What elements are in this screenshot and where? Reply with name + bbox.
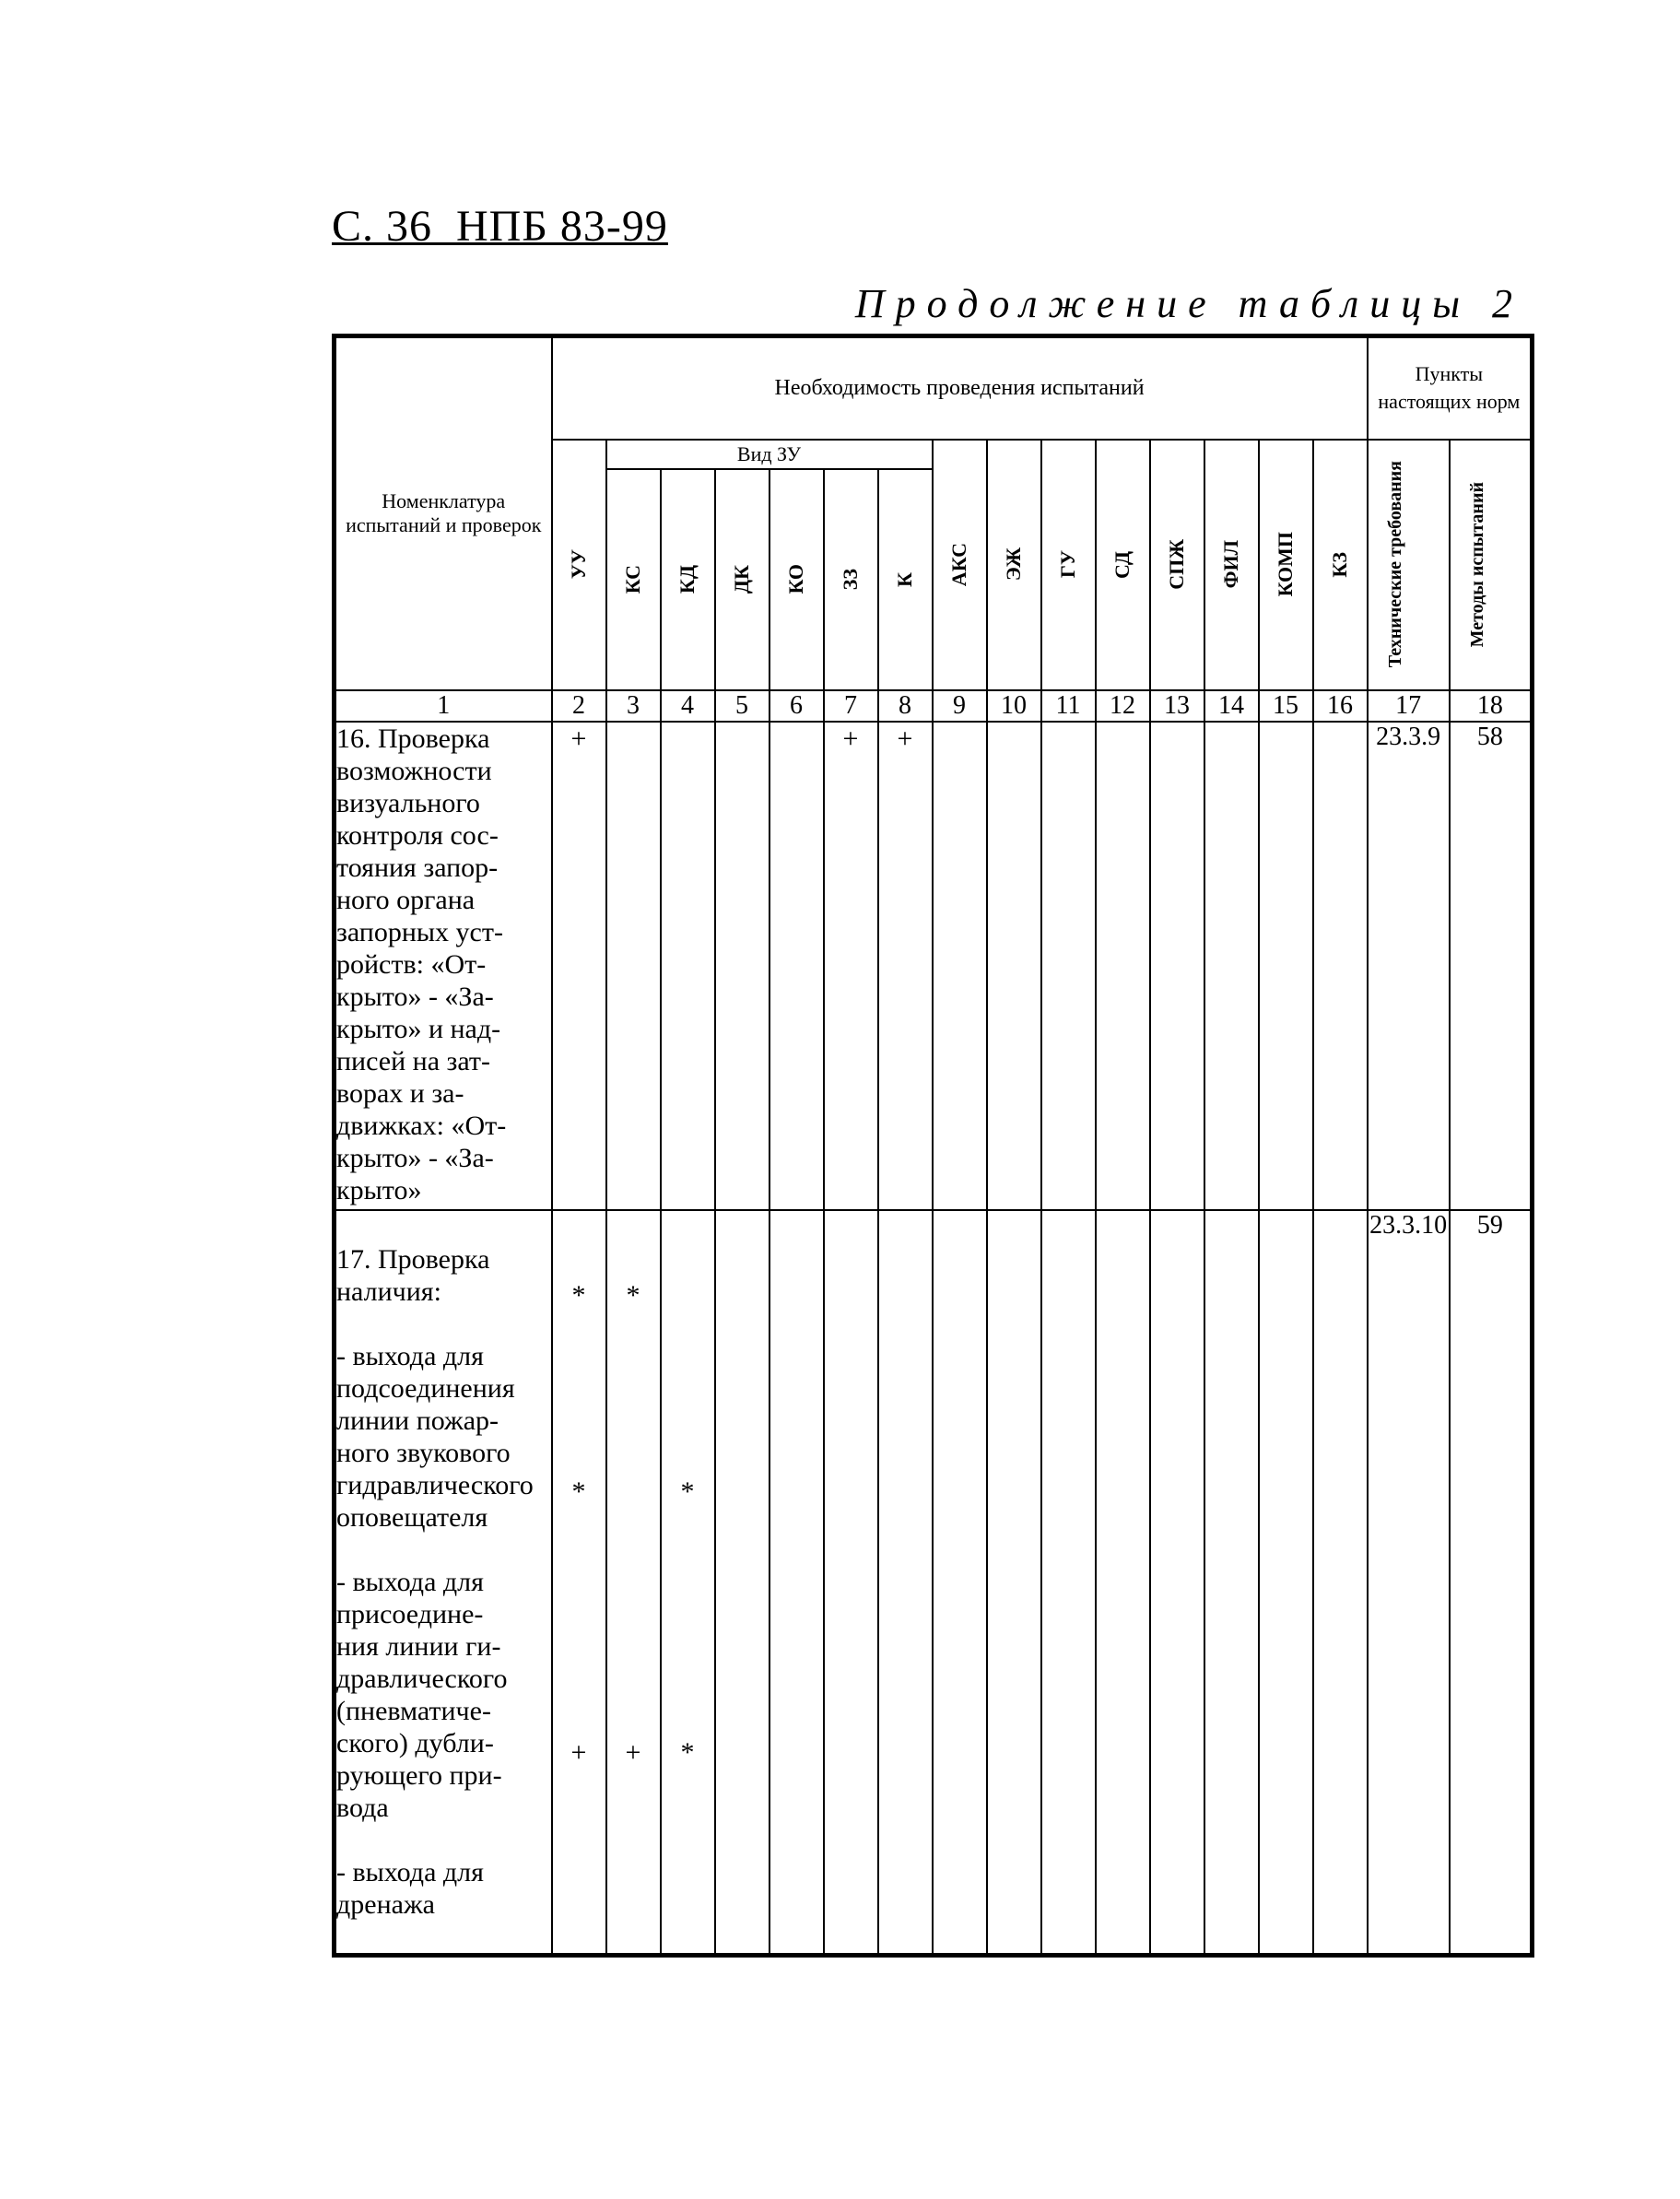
header-col-dk	[715, 469, 770, 690]
header-col-kd	[661, 469, 715, 690]
header-col-uu	[552, 440, 606, 690]
header-col-spzh	[1150, 440, 1204, 690]
row17-col6	[770, 1210, 824, 1956]
col-number: 5	[715, 690, 770, 722]
header-col-zz	[824, 469, 878, 690]
col-number: 6	[770, 690, 824, 722]
header-points: Пункты настоящих норм	[1368, 336, 1533, 440]
col-gu-label: ГУ	[1056, 550, 1079, 579]
row17-tech-ref: 23.3.10	[1368, 1210, 1450, 1956]
col-number: 3	[606, 690, 661, 722]
page-header: С. 36 НПБ 83-99	[332, 202, 668, 251]
row17-sub1: - выхода для подсоединения линии пожар- ного звукового гидравлического оповещателя	[336, 1340, 534, 1533]
header-col-k	[878, 469, 933, 690]
col-number: 13	[1150, 690, 1204, 722]
col-ezh-label: ЭЖ	[1002, 547, 1025, 582]
row17-col9	[933, 1210, 987, 1956]
header-nomenclature: Номенклатура испытаний и проверок	[335, 336, 552, 690]
row17-mark: *	[626, 1279, 640, 1311]
col-number: 9	[933, 690, 987, 722]
row16-col6	[770, 722, 824, 1210]
col-aks-label: АКС	[947, 542, 970, 587]
row17-col3	[606, 1210, 661, 1956]
col-number: 11	[1041, 690, 1096, 722]
row17-col2	[552, 1210, 606, 1956]
col-kz-label: КЗ	[1328, 551, 1352, 578]
col-number: 17	[1368, 690, 1450, 722]
row17-col14	[1204, 1210, 1259, 1956]
col-fil-label: ФИЛ	[1219, 540, 1242, 589]
column-numbers-row	[335, 690, 1533, 722]
row17-col13	[1150, 1210, 1204, 1956]
col-ks-label: КС	[621, 564, 644, 594]
header-vid-zu: Вид ЗУ	[606, 440, 933, 469]
col-spzh-label: СПЖ	[1165, 539, 1188, 590]
row17-method-ref: 59	[1450, 1210, 1533, 1956]
row17-col12	[1096, 1210, 1150, 1956]
col-number: 18	[1450, 690, 1533, 722]
row17-col7	[824, 1210, 878, 1956]
row17-sub2: - выхода для присоедине- ния линии ги- дравлического (пневматиче- ского) дубли- рующего при- вода	[336, 1566, 508, 1823]
row16-col2	[552, 722, 606, 1210]
row16-col16	[1313, 722, 1368, 1210]
row17-col15	[1259, 1210, 1313, 1956]
col-methods-label: Методы испытаний	[1466, 481, 1487, 648]
header-col-methods	[1450, 440, 1533, 690]
col-k-label: К	[893, 571, 916, 587]
row17-description	[335, 1210, 552, 1956]
header-necessity: Необходимость проведения испытаний	[552, 336, 1368, 440]
row16-mark: +	[570, 723, 587, 754]
table-row-17	[335, 1210, 1533, 1956]
row16-col12	[1096, 722, 1150, 1210]
row17-col5	[715, 1210, 770, 1956]
row16-col7	[824, 722, 878, 1210]
row17-col10	[987, 1210, 1041, 1956]
col-kd-label: КД	[676, 564, 699, 594]
row17-col11	[1041, 1210, 1096, 1956]
header-col-aks	[933, 440, 987, 690]
row17-mark: *	[680, 1736, 695, 1768]
col-number: 12	[1096, 690, 1150, 722]
row17-mark: +	[570, 1736, 587, 1768]
col-number: 4	[661, 690, 715, 722]
row16-col10	[987, 722, 1041, 1210]
header-col-gu	[1041, 440, 1096, 690]
row16-col4	[661, 722, 715, 1210]
row16-method-ref: 58	[1450, 722, 1533, 1210]
row16-col15	[1259, 722, 1313, 1210]
row17-mark: *	[571, 1279, 586, 1311]
col-uu-label: УУ	[567, 549, 590, 580]
header-col-komp	[1259, 440, 1313, 690]
row17-mark: *	[680, 1476, 695, 1507]
table-row-16	[335, 722, 1533, 1210]
col-number: 14	[1204, 690, 1259, 722]
row17-sub3: - выхода для дренажа	[336, 1856, 484, 1920]
row16-col13	[1150, 722, 1204, 1210]
row16-col5	[715, 722, 770, 1210]
header-col-ks	[606, 469, 661, 690]
row17-col8	[878, 1210, 933, 1956]
table-continuation-title: Продолжение таблицы 2	[854, 281, 1523, 326]
row17-col16	[1313, 1210, 1368, 1956]
header-col-tech	[1368, 440, 1450, 690]
col-sd-label: СД	[1110, 550, 1134, 579]
col-zz-label: ЗЗ	[839, 568, 862, 591]
row16-tech-ref: 23.3.9	[1368, 722, 1450, 1210]
col-number: 1	[335, 690, 552, 722]
header-col-ezh	[987, 440, 1041, 690]
row17-title: 17. Проверка наличия:	[336, 1243, 490, 1307]
col-komp-label: КОМП	[1274, 532, 1297, 597]
col-tech-label: Технические требования	[1385, 461, 1406, 668]
col-dk-label: ДК	[730, 564, 753, 594]
header-col-fil	[1204, 440, 1259, 690]
row17-mark: +	[625, 1736, 641, 1768]
row16-col8	[878, 722, 933, 1210]
row16-col11	[1041, 722, 1096, 1210]
row16-col3	[606, 722, 661, 1210]
tests-table	[332, 334, 1534, 1958]
row16-description: 16. Проверка возможности визуального контроля сос- тояния запор- ного органа запорных уст- ройств: «От- крыто» - «За- крыто» и над- писей на зат- ворах и за- движках: «От- крыто» - «За- крыто»	[335, 722, 552, 1210]
header-col-ko	[770, 469, 824, 690]
header-col-sd	[1096, 440, 1150, 690]
col-number: 7	[824, 690, 878, 722]
col-number: 2	[552, 690, 606, 722]
col-number: 16	[1313, 690, 1368, 722]
header-col-kz	[1313, 440, 1368, 690]
row17-col4	[661, 1210, 715, 1956]
row16-mark: +	[842, 723, 859, 754]
row16-col14	[1204, 722, 1259, 1210]
col-ko-label: КО	[784, 564, 807, 594]
col-number: 10	[987, 690, 1041, 722]
row16-col9	[933, 722, 987, 1210]
col-number: 15	[1259, 690, 1313, 722]
row16-mark: +	[897, 723, 913, 754]
col-number: 8	[878, 690, 933, 722]
row17-mark: *	[571, 1476, 586, 1507]
